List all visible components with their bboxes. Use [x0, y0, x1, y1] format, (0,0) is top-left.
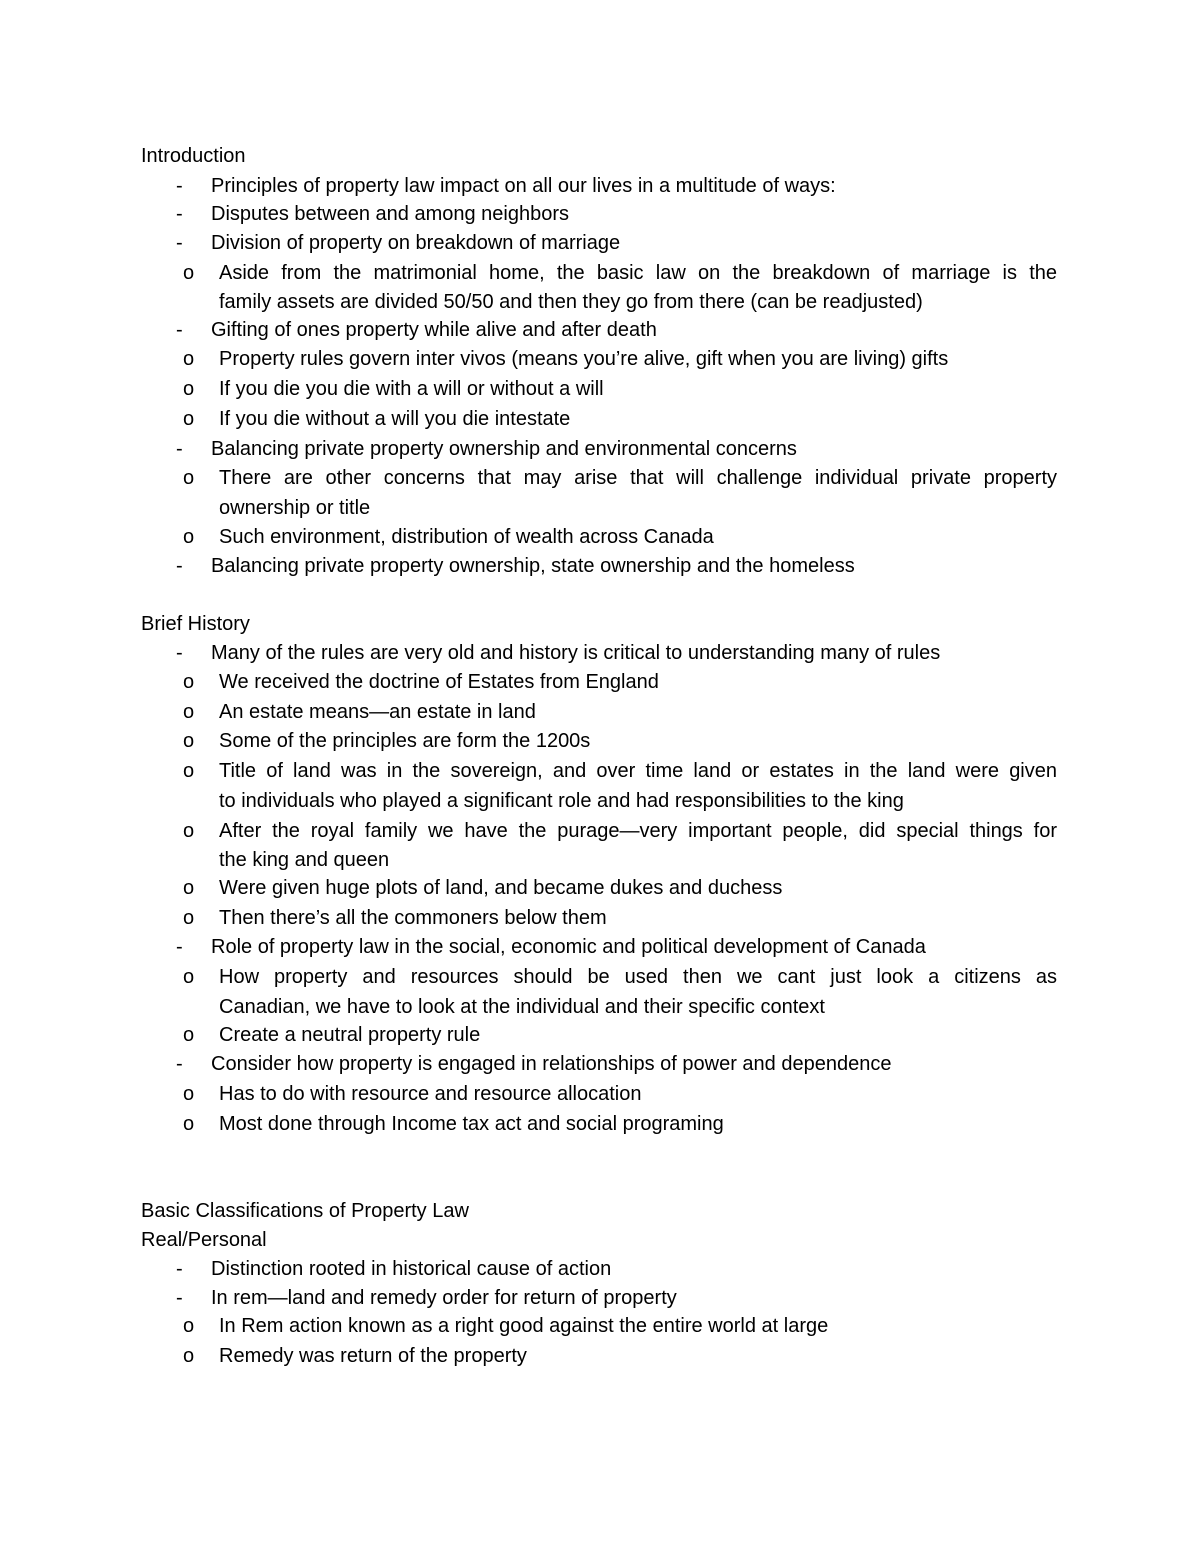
list-item-continuation: family assets are divided 50/50 and then they go from there (can be readjusted) — [219, 291, 923, 313]
circle-bullet: o — [183, 820, 195, 842]
dash-bullet: - — [176, 1053, 183, 1075]
dash-bullet: - — [176, 175, 183, 197]
list-item: Disputes between and among neighbors — [211, 203, 570, 225]
circle-bullet: o — [183, 907, 195, 929]
circle-bullet: o — [183, 1345, 195, 1367]
dash-bullet: - — [176, 203, 183, 225]
dash-bullet: - — [176, 555, 183, 577]
list-item: Division of property on breakdown of marriage — [211, 232, 621, 254]
list-item: Most done through Income tax act and social programing — [219, 1113, 724, 1135]
dash-bullet: - — [176, 1258, 183, 1280]
circle-bullet: o — [183, 1083, 195, 1105]
section-heading-basic-classifications: Basic Classifications of Property Law — [141, 1200, 469, 1222]
list-item: In rem—land and remedy order for return of property — [211, 1287, 677, 1309]
list-item: If you die you die with a will or without a will — [219, 378, 604, 400]
circle-bullet: o — [183, 1024, 195, 1046]
list-item-continuation: ownership or title — [219, 497, 371, 519]
list-item: Has to do with resource and resource allocation — [219, 1083, 642, 1105]
list-item: Then there’s all the commoners below them — [219, 907, 607, 929]
circle-bullet: o — [183, 1113, 195, 1135]
dash-bullet: - — [176, 936, 183, 958]
circle-bullet: o — [183, 348, 195, 370]
list-item: Distinction rooted in historical cause of action — [211, 1258, 612, 1280]
list-item: Gifting of ones property while alive and after death — [211, 319, 657, 341]
dash-bullet: - — [176, 642, 183, 664]
list-item: Were given huge plots of land, and became dukes and duchess — [219, 877, 783, 899]
dash-bullet: - — [176, 1287, 183, 1309]
list-item: Some of the principles are form the 1200s — [219, 730, 591, 752]
list-item: Aside from the matrimonial home, the basic law on the breakdown of marriage is the — [219, 262, 1057, 284]
list-item: Balancing private property ownership and environmental concerns — [211, 438, 797, 460]
list-item: Many of the rules are very old and history is critical to understanding many of rules — [211, 642, 941, 664]
list-item: We received the doctrine of Estates from England — [219, 671, 659, 693]
list-item: Remedy was return of the property — [219, 1345, 527, 1367]
list-item: In Rem action known as a right good against the entire world at large — [219, 1315, 829, 1337]
list-item: Consider how property is engaged in relationships of power and dependence — [211, 1053, 892, 1075]
circle-bullet: o — [183, 966, 195, 988]
circle-bullet: o — [183, 1315, 195, 1337]
circle-bullet: o — [183, 701, 195, 723]
section-heading-introduction: Introduction — [141, 145, 246, 167]
list-item: Such environment, distribution of wealth across Canada — [219, 526, 714, 548]
list-item: How property and resources should be used then we cant just look a citizens as — [219, 966, 1057, 988]
circle-bullet: o — [183, 526, 195, 548]
circle-bullet: o — [183, 378, 195, 400]
list-item: There are other concerns that may arise that will challenge individual private property — [219, 467, 1057, 489]
circle-bullet: o — [183, 671, 195, 693]
circle-bullet: o — [183, 760, 195, 782]
list-item-continuation: Canadian, we have to look at the individual and their specific context — [219, 996, 825, 1018]
list-item: Create a neutral property rule — [219, 1024, 481, 1046]
list-item: Balancing private property ownership, state ownership and the homeless — [211, 555, 855, 577]
list-item: Property rules govern inter vivos (means you’re alive, gift when you are living) gifts — [219, 348, 949, 370]
list-item: Role of property law in the social, economic and political development of Canada — [211, 936, 926, 958]
list-item-continuation: the king and queen — [219, 849, 390, 871]
list-item: Principles of property law impact on all our lives in a multitude of ways: — [211, 175, 836, 197]
list-item: After the royal family we have the purage—very important people, did special things for — [219, 820, 1057, 842]
circle-bullet: o — [183, 467, 195, 489]
subheading-real-personal: Real/Personal — [141, 1229, 267, 1251]
circle-bullet: o — [183, 877, 195, 899]
dash-bullet: - — [176, 319, 183, 341]
list-item: If you die without a will you die intestate — [219, 408, 571, 430]
list-item: Title of land was in the sovereign, and over time land or estates in the land were given — [219, 760, 1057, 782]
dash-bullet: - — [176, 438, 183, 460]
dash-bullet: - — [176, 232, 183, 254]
circle-bullet: o — [183, 730, 195, 752]
circle-bullet: o — [183, 408, 195, 430]
list-item-continuation: to individuals who played a significant role and had responsibilities to the king — [219, 790, 904, 812]
list-item: An estate means—an estate in land — [219, 701, 536, 723]
section-heading-brief-history: Brief History — [141, 613, 250, 635]
circle-bullet: o — [183, 262, 195, 284]
